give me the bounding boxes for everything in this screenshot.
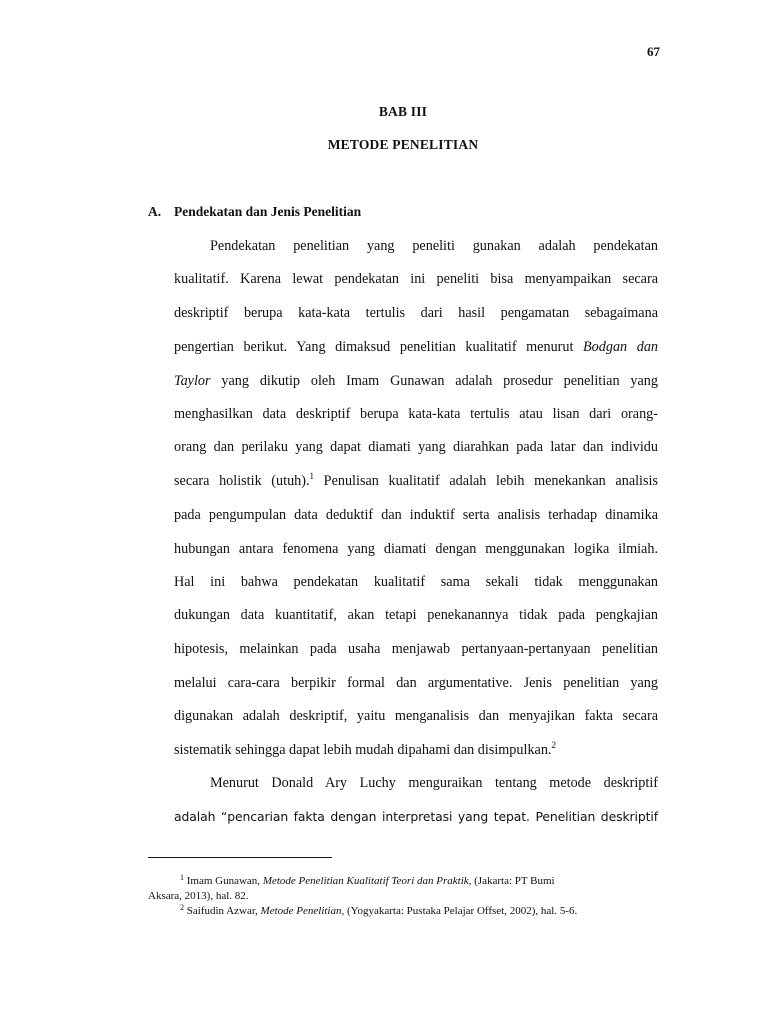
section-title: Pendekatan dan Jenis Penelitian: [174, 204, 362, 219]
footnote-text: Imam Gunawan,: [184, 875, 263, 887]
paragraph-line: melalui cara-cara berpikir formal dan argumentative. Jenis penelitian yang: [174, 675, 658, 691]
paragraph-line: Menurut Donald Ary Luchy menguraikan tentang metode deskriptif: [210, 775, 658, 791]
paragraph-line: [174, 371, 658, 391]
footnote-number: 2: [180, 903, 184, 912]
text-span: yang dikutip oleh Imam Gunawan adalah prosedur penelitian yang: [210, 373, 658, 389]
paragraph-line: Pendekatan penelitian yang peneliti gunakan adalah pendekatan: [210, 238, 658, 254]
footnote-book-title: Metode Penelitian,: [260, 905, 345, 917]
chapter-title: METODE PENELITIAN: [327, 137, 479, 152]
footnote-number: 1: [180, 873, 184, 882]
footnote-marker[interactable]: 1: [309, 471, 315, 481]
footnote-separator: [148, 857, 332, 858]
paragraph-line: digunakan adalah deskriptif, yaitu menganalisis dan menyajikan fakta secara: [174, 708, 658, 724]
footnote-text: Saifudin Azwar,: [184, 905, 261, 917]
paragraph-line: deskriptif berupa kata-kata tertulis dari hasil pengamatan sebagaimana: [174, 305, 658, 321]
italic-author-name: Bodgan dan: [583, 339, 659, 355]
footnote-text: (Yogyakarta: Pustaka Pelajar Offset, 2002), hal. 5-6.: [344, 905, 578, 917]
paragraph-line: hubungan antara fenomena yang diamati dengan menggunakan logika ilmiah.: [174, 541, 658, 557]
paragraph-line: Hal ini bahwa pendekatan kualitatif sama sekali tidak menggunakan: [174, 574, 658, 590]
text-span: Penulisan kualitatif adalah lebih menekankan analisis: [314, 473, 658, 489]
paragraph-line: [174, 337, 658, 357]
footnote-1-continued: Aksara, 2013), hal. 82.: [148, 890, 249, 902]
text-span: pengertian berikut. Yang dimaksud penelitian kualitatif menurut: [174, 339, 584, 355]
section-heading: [148, 204, 361, 220]
page-number: 67: [647, 44, 660, 59]
italic-author-name: Taylor: [174, 373, 211, 389]
paragraph-line: kualitatif. Karena lewat pendekatan ini peneliti bisa menyampaikan secara: [174, 271, 658, 287]
footnote-1: [180, 874, 555, 888]
paragraph-line: hipotesis, melainkan pada usaha menjawab pertanyaan-pertanyaan penelitian: [174, 641, 658, 657]
paragraph-line: adalah “pencarian fakta dengan interpretasi yang tepat. Penelitian deskriptif: [174, 809, 658, 824]
paragraph-line: menghasilkan data deskriptif berupa kata-kata tertulis atau lisan dari orang-: [174, 406, 658, 422]
paragraph-line: orang dan perilaku yang dapat diamati yang diarahkan pada latar dan individu: [174, 439, 658, 455]
chapter-label: BAB III: [378, 104, 428, 119]
paragraph-line: [174, 471, 658, 491]
paragraph-line: dukungan data kuantitatif, akan tetapi penekanannya tidak pada pengkajian: [174, 607, 658, 623]
footnote-book-title: Metode Penelitian Kualitatif Teori dan Praktik,: [262, 875, 472, 887]
text-span: secara holistik (utuh).: [174, 473, 310, 489]
paragraph-line: [174, 740, 658, 760]
footnote-2: [180, 904, 577, 918]
footnote-text: (Jakarta: PT Bumi: [471, 875, 555, 887]
paragraph-line: pada pengumpulan data deduktif dan induktif serta analisis terhadap dinamika: [174, 507, 658, 523]
text-span: sistematik sehingga dapat lebih mudah dipahami dan disimpulkan.: [174, 742, 552, 758]
footnote-marker[interactable]: 2: [551, 740, 556, 750]
section-letter: A.: [148, 204, 162, 219]
